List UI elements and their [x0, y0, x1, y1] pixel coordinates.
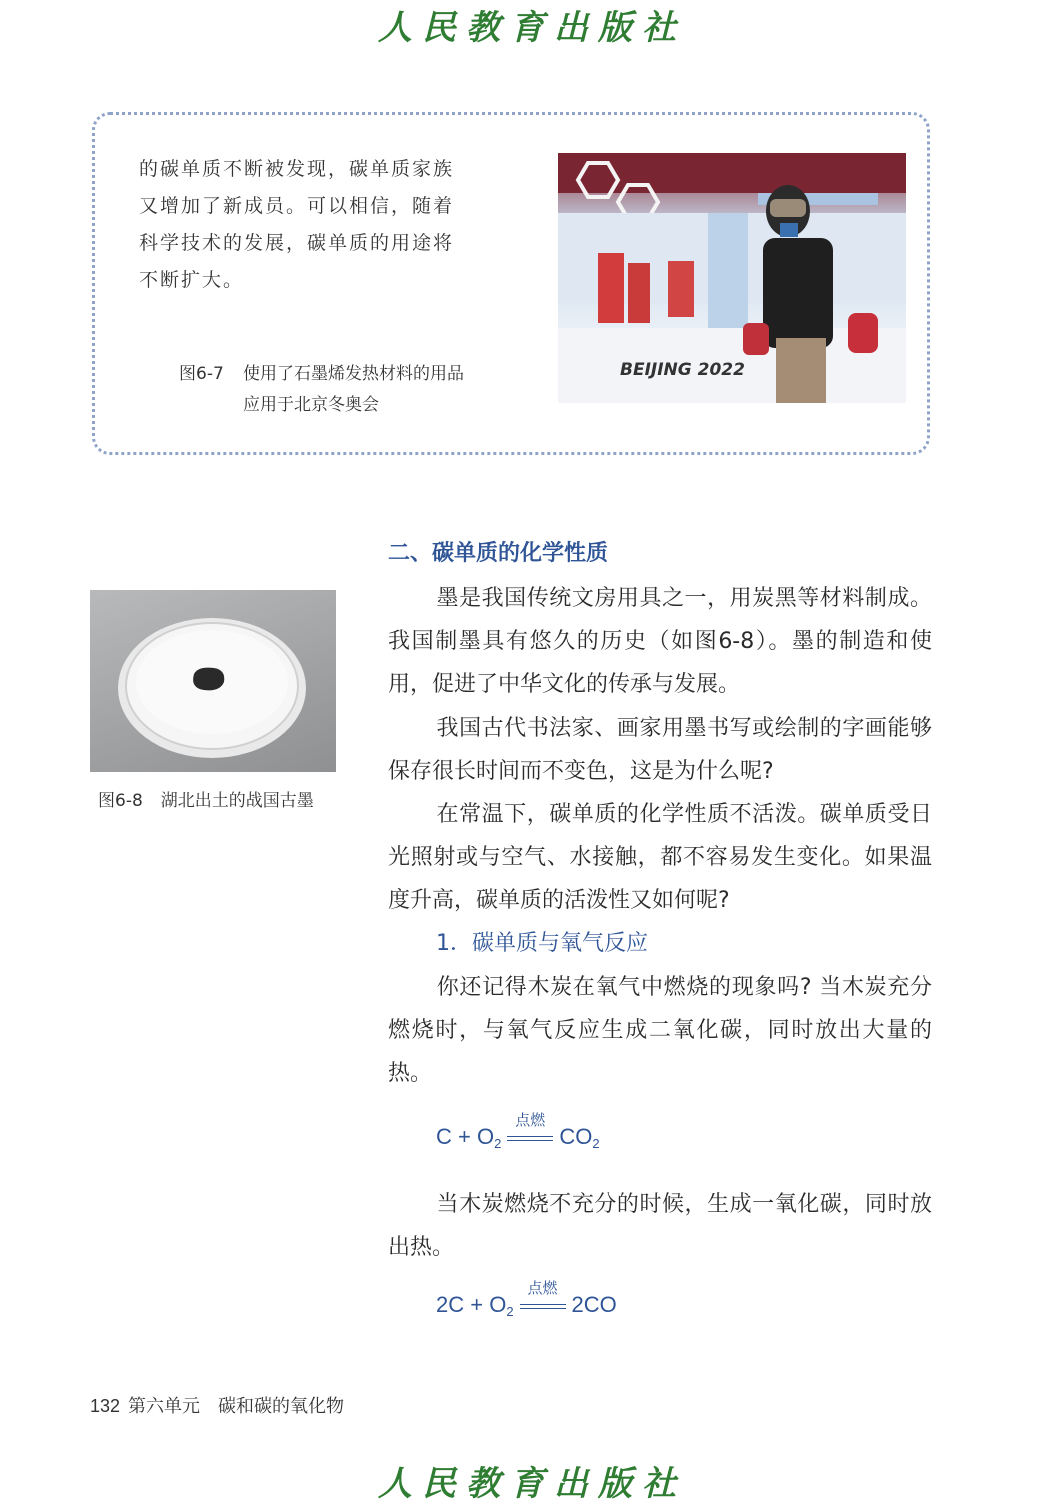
unit-label: 第六单元 [128, 1396, 201, 1417]
figure-6-7-caption [179, 359, 519, 421]
eq-condition: 点燃 [515, 1111, 546, 1130]
beijing-sign: BEIJING 2022 [620, 360, 745, 380]
paragraph-text: 在常温下，碳单质的化学性质不活泼。碳单质受日光照射或与空气、水接触，都不容易发生变化。如果温度升高，碳单质的活泼性又如何呢? [388, 802, 932, 913]
box-line: 的碳单质不断被发现，碳单质家族 [139, 158, 455, 180]
section-title: 二、碳单质的化学性质 [388, 541, 609, 566]
publisher-name: 人民教育出版社 [378, 8, 686, 48]
photo-ancient-ink [90, 590, 336, 772]
paragraph-text: 我国古代书法家、画家用墨书写或绘制的字画能够保存很长时间而不变色，这是为什么呢? [388, 716, 932, 784]
equation-complete-combustion [436, 1111, 600, 1151]
paragraph [388, 966, 932, 1095]
subheading: 1．碳单质与氧气反应 [436, 931, 648, 956]
box-line: 不断扩大。 [139, 269, 245, 291]
eq-lhs: C + O [436, 1124, 495, 1149]
eq-arrow [507, 1111, 553, 1149]
eq-condition: 点燃 [527, 1279, 558, 1298]
publisher-logo-bottom [0, 1456, 1064, 1505]
paragraph-text: 你还记得木炭在氧气中燃烧的现象吗? 当木炭充分燃烧时，与氧气反应生成二氧化碳，同时放出大量的热。 [388, 975, 932, 1086]
caption-text: 湖北出土的战国古墨 [160, 791, 314, 811]
eq-subscript: 2 [592, 1136, 600, 1151]
page-footer [90, 1392, 344, 1418]
unit-title: 碳和碳的氧化物 [218, 1396, 345, 1417]
page-number: 132 [90, 1396, 121, 1416]
caption-number: 图6-7 [179, 364, 224, 384]
figure-6-8-caption [98, 786, 314, 811]
photo-beijing-olympics-gear [558, 153, 906, 403]
caption-number: 图6-8 [98, 791, 143, 811]
publisher-logo-top [0, 0, 1064, 49]
eq-arrow [520, 1279, 566, 1317]
eq-lhs: 2C + O [436, 1292, 507, 1317]
eq-rhs: 2CO [571, 1292, 617, 1317]
paragraph-text: 墨是我国传统文房用具之一，用炭黑等材料制成。我国制墨具有悠久的历史（如图6-8）。墨的制造和使用，促进了中华文化的传承与发展。 [388, 586, 932, 697]
box-text [139, 151, 479, 299]
paragraph [388, 707, 932, 793]
ink-dish-illustration [90, 590, 336, 772]
paragraph [388, 793, 932, 922]
box-line: 又增加了新成员。可以相信，随着 [139, 195, 455, 217]
photo-illustration [558, 153, 906, 403]
paragraph [388, 1183, 932, 1269]
publisher-name: 人民教育出版社 [378, 1464, 686, 1504]
eq-subscript: 2 [494, 1136, 502, 1151]
caption-line: 应用于北京冬奥会 [243, 395, 379, 415]
caption-line: 使用了石墨烯发热材料的用品 [243, 364, 464, 384]
paragraph [388, 577, 932, 706]
eq-subscript: 2 [506, 1304, 514, 1319]
paragraph-text: 当木炭燃烧不充分的时候，生成一氧化碳，同时放出热。 [388, 1192, 932, 1260]
eq-rhs: CO [559, 1124, 593, 1149]
equation-incomplete-combustion [436, 1279, 617, 1319]
box-line: 科学技术的发展，碳单质的用途将 [139, 232, 455, 254]
